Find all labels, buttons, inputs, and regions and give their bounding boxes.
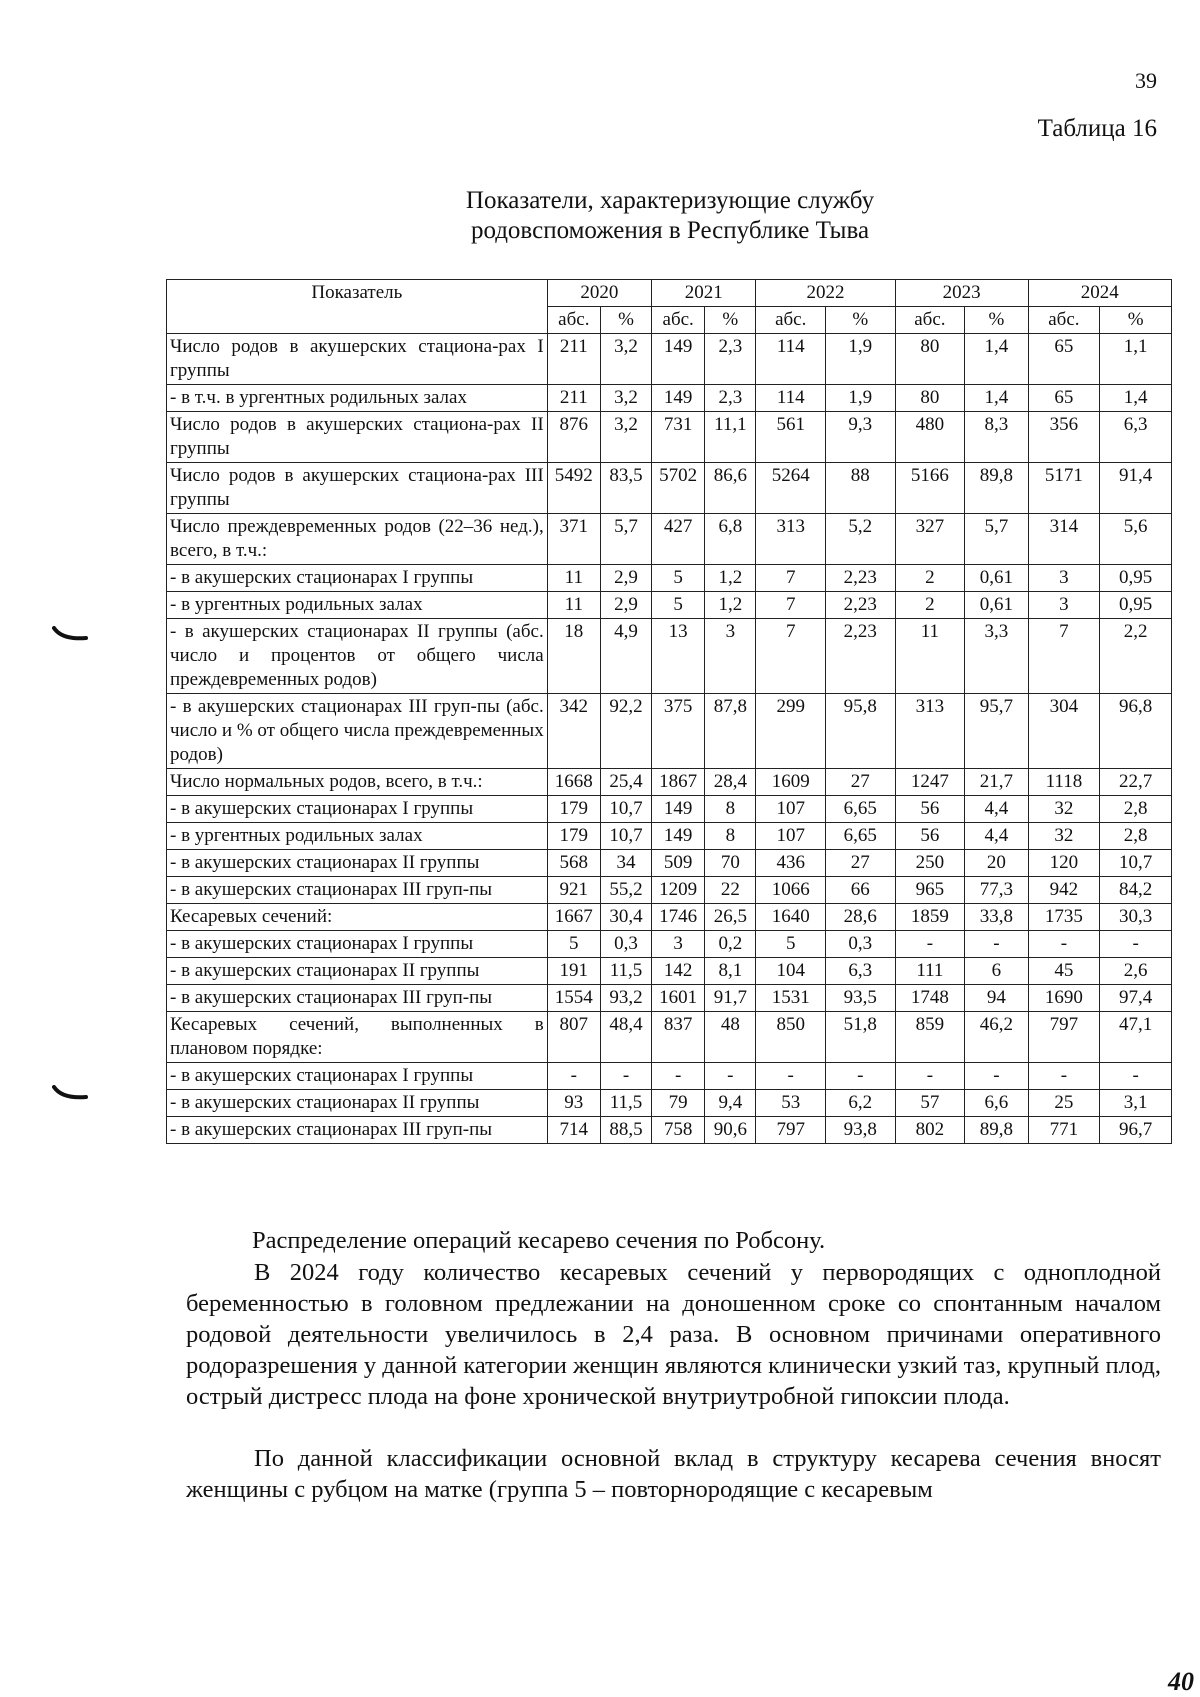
pct-cell: 5,7 — [965, 514, 1028, 565]
pct-cell: 2,3 — [705, 334, 756, 385]
pct-cell: 84,2 — [1100, 877, 1172, 904]
abs-cell: 1748 — [895, 985, 965, 1012]
abs-cell: 731 — [652, 412, 705, 463]
pct-cell: - — [965, 931, 1028, 958]
pct-cell: 70 — [705, 850, 756, 877]
abs-cell: 797 — [756, 1117, 826, 1144]
pct-cell: 20 — [965, 850, 1028, 877]
abs-cell: 7 — [756, 565, 826, 592]
row-label: - в акушерских стационарах I группы — [167, 565, 548, 592]
abs-cell: 3 — [652, 931, 705, 958]
pct-cell: 8,3 — [965, 412, 1028, 463]
pct-cell: 11,5 — [600, 1090, 651, 1117]
pct-cell: 6 — [965, 958, 1028, 985]
pct-cell: 77,3 — [965, 877, 1028, 904]
scan-mark-icon — [52, 626, 88, 642]
paragraph-2024-caesarean: В 2024 году количество кесаревых сечений у первородящих с одноплодной беременностью в головном предлежании на доношенном сроке со спонтанным началом родовой деятельности увеличилось в 2,4 раза. В основном причинами оперативного родоразрешения у данной категории женщин являются клинически узкий таз, крупный плод, острый дистресс плода на фоне хронической внутриутробной гипоксии плода. — [186, 1259, 1161, 1410]
pct-cell: 6,3 — [826, 958, 896, 985]
abs-cell: 436 — [756, 850, 826, 877]
table-row — [167, 619, 1172, 694]
row-label: Число преждевременных родов (22–36 нед.), всего, в т.ч.: — [167, 514, 548, 565]
abs-cell: 1640 — [756, 904, 826, 931]
pct-cell: 0,2 — [705, 931, 756, 958]
pct-cell: 22,7 — [1100, 769, 1172, 796]
pct-cell: 0,61 — [965, 592, 1028, 619]
abs-cell: 65 — [1028, 334, 1100, 385]
pct-cell: 10,7 — [600, 823, 651, 850]
pct-cell: 0,3 — [826, 931, 896, 958]
abs-cell: 5 — [652, 565, 705, 592]
abs-cell: 107 — [756, 796, 826, 823]
abs-cell: 1209 — [652, 877, 705, 904]
abs-cell: 11 — [547, 565, 600, 592]
pct-cell: 10,7 — [600, 796, 651, 823]
pct-cell: 22 — [705, 877, 756, 904]
table-row — [167, 850, 1172, 877]
abs-cell: 342 — [547, 694, 600, 769]
pct-cell: 48,4 — [600, 1012, 651, 1063]
table-row — [167, 877, 1172, 904]
pct-header: % — [965, 307, 1028, 334]
table-row — [167, 823, 1172, 850]
pct-cell: 3 — [705, 619, 756, 694]
table-row — [167, 769, 1172, 796]
pct-cell: 6,65 — [826, 823, 896, 850]
abs-cell: 942 — [1028, 877, 1100, 904]
abs-cell: 1859 — [895, 904, 965, 931]
pct-cell: 88,5 — [600, 1117, 651, 1144]
abs-cell: 1668 — [547, 769, 600, 796]
abs-cell: 1066 — [756, 877, 826, 904]
pct-cell: - — [826, 1063, 896, 1090]
pct-cell: 66 — [826, 877, 896, 904]
abs-cell: 1554 — [547, 985, 600, 1012]
pct-cell: 2,8 — [1100, 796, 1172, 823]
abs-cell: - — [756, 1063, 826, 1090]
pct-cell: 6,6 — [965, 1090, 1028, 1117]
table-title-line: родовспоможения в Республике Тыва — [470, 217, 870, 244]
pct-cell: 94 — [965, 985, 1028, 1012]
row-label: - в акушерских стационарах II группы — [167, 1090, 548, 1117]
pct-cell: 96,7 — [1100, 1117, 1172, 1144]
pct-cell: 3,3 — [965, 619, 1028, 694]
abs-cell: 714 — [547, 1117, 600, 1144]
row-label: Число родов в акушерских стациона-рах III группы — [167, 463, 548, 514]
pct-cell: 9,3 — [826, 412, 896, 463]
abs-cell: 1746 — [652, 904, 705, 931]
pct-cell: 8 — [705, 823, 756, 850]
abs-cell: 837 — [652, 1012, 705, 1063]
abs-cell: 3 — [1028, 592, 1100, 619]
abs-cell: 5166 — [895, 463, 965, 514]
pct-cell: 1,2 — [705, 592, 756, 619]
abs-header: абс. — [547, 307, 600, 334]
pct-cell: 51,8 — [826, 1012, 896, 1063]
row-label: - в акушерских стационарах I группы — [167, 1063, 548, 1090]
table-title-line: Показатели, характеризующие службу — [465, 187, 875, 214]
pct-cell: 11,5 — [600, 958, 651, 985]
pct-cell: 2,2 — [1100, 619, 1172, 694]
abs-cell: 2 — [895, 565, 965, 592]
pct-cell: 28,4 — [705, 769, 756, 796]
pct-cell: 48 — [705, 1012, 756, 1063]
header-row-years — [167, 280, 1172, 307]
scan-mark-icon — [52, 1085, 88, 1101]
abs-cell: - — [895, 931, 965, 958]
pct-cell: 93,8 — [826, 1117, 896, 1144]
pct-cell: 4,4 — [965, 823, 1028, 850]
abs-cell: 93 — [547, 1090, 600, 1117]
pct-cell: 5,7 — [600, 514, 651, 565]
abs-cell: 57 — [895, 1090, 965, 1117]
pct-cell: 2,23 — [826, 565, 896, 592]
abs-cell: - — [895, 1063, 965, 1090]
table-row — [167, 463, 1172, 514]
row-label: - в акушерских стационарах I группы — [167, 796, 548, 823]
abs-cell: 1247 — [895, 769, 965, 796]
pct-cell: 95,7 — [965, 694, 1028, 769]
table-row — [167, 1117, 1172, 1144]
abs-cell: 509 — [652, 850, 705, 877]
abs-cell: 859 — [895, 1012, 965, 1063]
abs-cell: 13 — [652, 619, 705, 694]
table-row — [167, 694, 1172, 769]
abs-cell: 921 — [547, 877, 600, 904]
row-label: - в акушерских стационарах III груп-пы — [167, 877, 548, 904]
abs-cell: 32 — [1028, 796, 1100, 823]
row-label: - в акушерских стационарах III груп-пы — [167, 985, 548, 1012]
pct-cell: 2,9 — [600, 565, 651, 592]
pct-cell: 6,65 — [826, 796, 896, 823]
abs-cell: 5264 — [756, 463, 826, 514]
year-header: 2024 — [1028, 280, 1171, 307]
pct-header: % — [826, 307, 896, 334]
pct-cell: 6,8 — [705, 514, 756, 565]
pct-cell: 2,9 — [600, 592, 651, 619]
pct-cell: 95,8 — [826, 694, 896, 769]
pct-cell: 47,1 — [1100, 1012, 1172, 1063]
pct-header: % — [600, 307, 651, 334]
table-row — [167, 565, 1172, 592]
abs-cell: 1667 — [547, 904, 600, 931]
year-header: 2020 — [547, 280, 651, 307]
handwritten-note: 40 — [1168, 1667, 1194, 1696]
abs-cell: - — [1028, 931, 1100, 958]
pct-cell: 91,4 — [1100, 463, 1172, 514]
pct-cell: 93,2 — [600, 985, 651, 1012]
abs-cell: 5702 — [652, 463, 705, 514]
pct-cell: 10,7 — [1100, 850, 1172, 877]
abs-cell: 327 — [895, 514, 965, 565]
abs-cell: 149 — [652, 385, 705, 412]
abs-cell: 211 — [547, 385, 600, 412]
pct-cell: 3,2 — [600, 334, 651, 385]
table-row — [167, 1012, 1172, 1063]
pct-cell: - — [1100, 1063, 1172, 1090]
abs-header: абс. — [1028, 307, 1100, 334]
page-number: 39 — [1135, 68, 1157, 93]
table-row — [167, 514, 1172, 565]
pct-cell: 96,8 — [1100, 694, 1172, 769]
pct-cell: 11,1 — [705, 412, 756, 463]
pct-cell: 2,3 — [705, 385, 756, 412]
year-header: 2023 — [895, 280, 1028, 307]
pct-cell: 0,61 — [965, 565, 1028, 592]
row-label: - в акушерских стационарах III груп-пы (абс. число и % от общего числа преждевременных родов) — [167, 694, 548, 769]
pct-cell: 0,3 — [600, 931, 651, 958]
abs-cell: 1531 — [756, 985, 826, 1012]
row-label: Число родов в акушерских стациона-рах I группы — [167, 334, 548, 385]
row-label: Число нормальных родов, всего, в т.ч.: — [167, 769, 548, 796]
abs-cell: 313 — [895, 694, 965, 769]
abs-cell: 3 — [1028, 565, 1100, 592]
abs-cell: 561 — [756, 412, 826, 463]
table-row — [167, 385, 1172, 412]
abs-cell: 356 — [1028, 412, 1100, 463]
table-row — [167, 931, 1172, 958]
pct-cell: 89,8 — [965, 1117, 1028, 1144]
abs-cell: 5 — [547, 931, 600, 958]
table-body — [167, 334, 1172, 1144]
abs-cell: 120 — [1028, 850, 1100, 877]
abs-cell: 5171 — [1028, 463, 1100, 514]
table-row — [167, 412, 1172, 463]
abs-cell: 79 — [652, 1090, 705, 1117]
pct-cell: 8,1 — [705, 958, 756, 985]
abs-cell: 427 — [652, 514, 705, 565]
table-row — [167, 904, 1172, 931]
table-title — [0, 186, 1200, 246]
pct-cell: 2,8 — [1100, 823, 1172, 850]
abs-cell: 480 — [895, 412, 965, 463]
pct-cell: 1,2 — [705, 565, 756, 592]
abs-cell: 114 — [756, 385, 826, 412]
abs-cell: 80 — [895, 334, 965, 385]
row-label: - в акушерских стационарах II группы — [167, 958, 548, 985]
abs-cell: 375 — [652, 694, 705, 769]
abs-cell: 807 — [547, 1012, 600, 1063]
abs-cell: 149 — [652, 823, 705, 850]
paragraph-robson-heading: Распределение операций кесарево сечения по Робсону. — [252, 1227, 826, 1254]
pct-cell: - — [1100, 931, 1172, 958]
pct-cell: 1,9 — [826, 334, 896, 385]
pct-cell: 34 — [600, 850, 651, 877]
abs-cell: 1735 — [1028, 904, 1100, 931]
abs-cell: 313 — [756, 514, 826, 565]
row-label: - в ургентных родильных залах — [167, 823, 548, 850]
pct-cell: 0,95 — [1100, 565, 1172, 592]
abs-cell: 802 — [895, 1117, 965, 1144]
pct-cell: 1,4 — [965, 385, 1028, 412]
pct-cell: 9,4 — [705, 1090, 756, 1117]
abs-cell: 1118 — [1028, 769, 1100, 796]
pct-cell: 3,2 — [600, 412, 651, 463]
pct-cell: 86,6 — [705, 463, 756, 514]
abs-header: абс. — [652, 307, 705, 334]
table-row — [167, 958, 1172, 985]
abs-cell: 45 — [1028, 958, 1100, 985]
abs-cell: 7 — [1028, 619, 1100, 694]
pct-cell: - — [600, 1063, 651, 1090]
table-row — [167, 1090, 1172, 1117]
table-row — [167, 334, 1172, 385]
abs-cell: - — [652, 1063, 705, 1090]
abs-cell: 191 — [547, 958, 600, 985]
abs-cell: - — [547, 1063, 600, 1090]
abs-cell: 56 — [895, 796, 965, 823]
pct-cell: 6,3 — [1100, 412, 1172, 463]
abs-cell: 179 — [547, 823, 600, 850]
abs-cell: 11 — [895, 619, 965, 694]
abs-cell: 142 — [652, 958, 705, 985]
abs-cell: 18 — [547, 619, 600, 694]
abs-cell: 5 — [756, 931, 826, 958]
row-label: Число родов в акушерских стациона-рах II группы — [167, 412, 548, 463]
pct-cell: 87,8 — [705, 694, 756, 769]
abs-cell: 32 — [1028, 823, 1100, 850]
pct-cell: 88 — [826, 463, 896, 514]
abs-cell: 179 — [547, 796, 600, 823]
abs-cell: 56 — [895, 823, 965, 850]
pct-cell: - — [965, 1063, 1028, 1090]
year-header: 2022 — [756, 280, 895, 307]
pct-cell: 93,5 — [826, 985, 896, 1012]
abs-cell: 250 — [895, 850, 965, 877]
pct-cell: 90,6 — [705, 1117, 756, 1144]
abs-cell: 111 — [895, 958, 965, 985]
abs-cell: 797 — [1028, 1012, 1100, 1063]
abs-cell: 1601 — [652, 985, 705, 1012]
abs-cell: 25 — [1028, 1090, 1100, 1117]
table-label: Таблица 16 — [1037, 115, 1157, 142]
abs-header: абс. — [895, 307, 965, 334]
abs-cell: 965 — [895, 877, 965, 904]
abs-cell: 304 — [1028, 694, 1100, 769]
row-label: - в акушерских стационарах II группы (абс. число и процентов от общего числа преждевременных родов) — [167, 619, 548, 694]
row-label: - в ургентных родильных залах — [167, 592, 548, 619]
table-row — [167, 1063, 1172, 1090]
pct-cell: 8 — [705, 796, 756, 823]
pct-cell: 28,6 — [826, 904, 896, 931]
abs-cell: 299 — [756, 694, 826, 769]
abs-cell: 2 — [895, 592, 965, 619]
pct-cell: 55,2 — [600, 877, 651, 904]
paragraph-classification: По данной классификации основной вклад в структуру кесарева сечения вносят женщины с рубцом на матке (группа 5 – повторнородящие с кесаревым — [186, 1445, 1161, 1503]
pct-cell: 33,8 — [965, 904, 1028, 931]
abs-cell: 149 — [652, 796, 705, 823]
pct-cell: 2,23 — [826, 592, 896, 619]
abs-cell: 149 — [652, 334, 705, 385]
abs-cell: 80 — [895, 385, 965, 412]
table-row — [167, 796, 1172, 823]
pct-cell: 46,2 — [965, 1012, 1028, 1063]
abs-cell: 11 — [547, 592, 600, 619]
pct-cell: 27 — [826, 850, 896, 877]
pct-cell: 4,9 — [600, 619, 651, 694]
abs-cell: 1609 — [756, 769, 826, 796]
table-row — [167, 592, 1172, 619]
row-label: - в акушерских стационарах III груп-пы — [167, 1117, 548, 1144]
pct-cell: 1,4 — [1100, 385, 1172, 412]
pct-cell: 83,5 — [600, 463, 651, 514]
pct-cell: 2,6 — [1100, 958, 1172, 985]
table-row — [167, 985, 1172, 1012]
abs-cell: 1867 — [652, 769, 705, 796]
pct-cell: 5,2 — [826, 514, 896, 565]
pct-cell: 3,2 — [600, 385, 651, 412]
pct-header: % — [705, 307, 756, 334]
abs-cell: 104 — [756, 958, 826, 985]
abs-cell: 107 — [756, 823, 826, 850]
pct-cell: 21,7 — [965, 769, 1028, 796]
pct-cell: 89,8 — [965, 463, 1028, 514]
pct-cell: 1,4 — [965, 334, 1028, 385]
year-header: 2021 — [652, 280, 756, 307]
pct-cell: 25,4 — [600, 769, 651, 796]
row-label: - в т.ч. в ургентных родильных залах — [167, 385, 548, 412]
pct-cell: 30,3 — [1100, 904, 1172, 931]
abs-cell: 7 — [756, 619, 826, 694]
row-label: Кесаревых сечений, выполненных в плановом порядке: — [167, 1012, 548, 1063]
abs-cell: 53 — [756, 1090, 826, 1117]
pct-header: % — [1100, 307, 1172, 334]
pct-cell: 91,7 — [705, 985, 756, 1012]
pct-cell: 1,1 — [1100, 334, 1172, 385]
abs-cell: 65 — [1028, 385, 1100, 412]
pct-cell: 3,1 — [1100, 1090, 1172, 1117]
abs-cell: 114 — [756, 334, 826, 385]
pct-cell: 1,9 — [826, 385, 896, 412]
abs-cell: 371 — [547, 514, 600, 565]
row-label: - в акушерских стационарах I группы — [167, 931, 548, 958]
pct-cell: 30,4 — [600, 904, 651, 931]
abs-cell: 314 — [1028, 514, 1100, 565]
abs-header: абс. — [756, 307, 826, 334]
abs-cell: 758 — [652, 1117, 705, 1144]
pct-cell: 92,2 — [600, 694, 651, 769]
indicators-table — [166, 279, 1172, 1144]
pct-cell: - — [705, 1063, 756, 1090]
pct-cell: 27 — [826, 769, 896, 796]
pct-cell: 5,6 — [1100, 514, 1172, 565]
pct-cell: 4,4 — [965, 796, 1028, 823]
pct-cell: 0,95 — [1100, 592, 1172, 619]
row-label: Кесаревых сечений: — [167, 904, 548, 931]
abs-cell: 850 — [756, 1012, 826, 1063]
abs-cell: 5492 — [547, 463, 600, 514]
indicator-header: Показатель — [167, 280, 548, 334]
abs-cell: 771 — [1028, 1117, 1100, 1144]
abs-cell: 211 — [547, 334, 600, 385]
pct-cell: 97,4 — [1100, 985, 1172, 1012]
abs-cell: 568 — [547, 850, 600, 877]
abs-cell: - — [1028, 1063, 1100, 1090]
pct-cell: 2,23 — [826, 619, 896, 694]
abs-cell: 5 — [652, 592, 705, 619]
pct-cell: 26,5 — [705, 904, 756, 931]
row-label: - в акушерских стационарах II группы — [167, 850, 548, 877]
abs-cell: 7 — [756, 592, 826, 619]
abs-cell: 876 — [547, 412, 600, 463]
abs-cell: 1690 — [1028, 985, 1100, 1012]
pct-cell: 6,2 — [826, 1090, 896, 1117]
